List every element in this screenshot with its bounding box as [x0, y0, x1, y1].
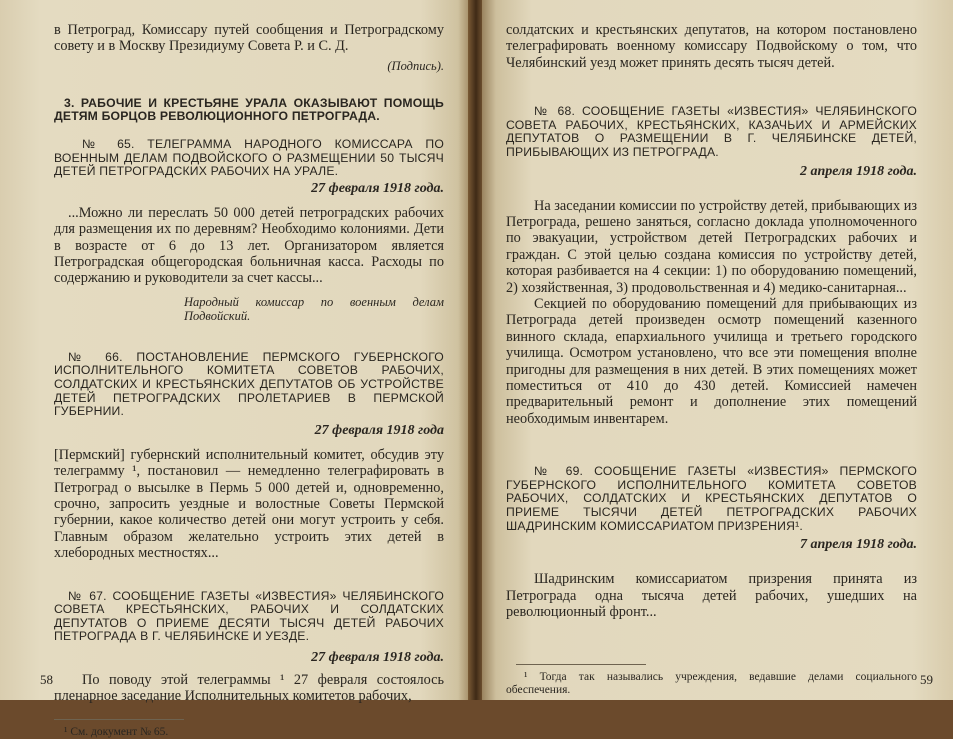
footnote: ¹ Тогда так назывались учреждения, ведавшие делами социального обеспечения. — [506, 671, 917, 697]
doc66-date: 27 февраля 1918 года — [314, 422, 444, 438]
doc69-date: 7 апреля 1918 года. — [800, 537, 917, 553]
page-number: 59 — [920, 672, 933, 687]
doc67-body: По поводу этой телеграммы ¹ 27 февраля состоялось пленарное заседание Исполнительных комитетов рабочих, — [54, 672, 444, 705]
page-number: 58 — [40, 672, 53, 687]
doc65-body: ...Можно ли переслать 50 000 детей петроградских рабочих для размещения их по деревням? Необходимо колониями. Дети в возрасте от 6 до 13 лет. Организатором является Петроградская общегородская больничная касса. Расходы по содержанию и руководители за счет кассы... — [54, 204, 444, 287]
doc68-body-1: На заседании комиссии по устройству детей, прибывающих из Петрограда, решено заняться, согласно доклада уполномоченного по эвакуации, устройством детей Петроградских рабочих и граждан. С этой целью создана комиссия по устройству детей, которая разбивается на 4 секции: 1) по оборудованию помещений, 2) хозяйственная, 3) продовольственная и 4) медико-санитарная... — [506, 197, 917, 296]
footnote: ¹ См. документ № 65. — [64, 725, 169, 738]
doc66-heading: № 66. ПОСТАНОВЛЕНИЕ ПЕРМСКОГО ГУБЕРНСКОГО ИСПОЛНИТЕЛЬНОГО КОМИТЕТА СОВЕТОВ РАБОЧИХ, СОЛДАТСКИХ И КРЕСТЬЯНСКИХ ДЕПУТАТОВ ОБ УСТРОЙСТВЕ ДЕТЕЙ ПЕТРОГРАДСКИХ ПРОЛЕТАРИЕВ В ПЕРМСКОЙ ГУБЕРНИИ. — [54, 349, 444, 419]
doc66-body: [Пермский] губернский исполнительный комитет, обсудив эту телеграмму ¹, постановил — немедленно телеграфировать в Петроград о высылке в Пермь 5 000 детей и, одновременно, срочно, запросить уездные и волостные Советы Пермской губернии, какое количество детей они могут устроить у себя. Главным образом желательно устроить этих детей в хлебородных местностях... — [54, 446, 444, 562]
doc65-signature: Народный комиссар по военным делам Подвойский. — [184, 294, 444, 323]
footnote-rule — [516, 664, 646, 665]
continued-text: солдатских и крестьянских депутатов, на котором постановлено телеграфировать военному комиссару Подвойскому о том, что Челябинский уезд может принять десять тысяч детей. — [506, 22, 917, 71]
continued-text: в Петроград, Комиссару путей сообщения и Петроградскому совету и в Москву Президиуму Совета Р. и С. Д. — [54, 22, 444, 55]
doc67-date: 27 февраля 1918 года. — [311, 650, 444, 665]
footnote-rule — [54, 719, 184, 720]
section-heading: 3. РАБОЧИЕ И КРЕСТЬЯНЕ УРАЛА ОКАЗЫВАЮТ ПОМОЩЬ ДЕТЯМ БОРЦОВ РЕВОЛЮЦИОННОГО ПЕТРОГРАДА. — [54, 95, 444, 124]
doc69-body: Шадринским комиссариатом призрения принята из Петрограда одна тысяча детей рабочих, ушедших на революционный фронт... — [506, 571, 917, 621]
doc68-date: 2 апреля 1918 года. — [800, 163, 917, 179]
signature: (Подпись). — [387, 58, 444, 73]
doc68-body-2: Секцией по оборудованию помещений для прибывающих из Петрограда детей произведен осмотр помещений казенного винного склада, епархиального училища и третьего городского училища. Осмотром установлено, что все эти помещения вполне пригодны для размещения в них детей. В этих помещениях может поместиться от 410 до 430 детей. Комиссией намечен предварительный ремонт и дополнение этих помещений необходимым инвентарем. — [506, 296, 917, 427]
doc68-heading: № 68. СООБЩЕНИЕ ГАЗЕТЫ «ИЗВЕСТИЯ» ЧЕЛЯБИНСКОГО СОВЕТА РАБОЧИХ, КРЕСТЬЯНСКИХ, КАЗАЧЬИХ И АРМЕЙСКИХ ДЕПУТАТОВ О РАЗМЕЩЕНИИ В Г. ЧЕЛЯБИНСКЕ ДЕТЕЙ, ПРИБЫВАЮЩИХ ИЗ ПЕТРОГРАДА. — [506, 104, 917, 159]
left-page — [0, 0, 470, 738]
doc65-heading: № 65. ТЕЛЕГРАММА НАРОДНОГО КОМИССАРА ПО ВОЕННЫМ ДЕЛАМ ПОДВОЙСКОГО О РАЗМЕЩЕНИИ 50 ТЫСЯЧ ДЕТЕЙ ПЕТРОГРАДСКИХ РАБОЧИХ НА УРАЛЕ. — [54, 137, 444, 179]
doc69-heading: № 69. СООБЩЕНИЕ ГАЗЕТЫ «ИЗВЕСТИЯ» ПЕРМСКОГО ГУБЕРНСКОГО ИСПОЛНИТЕЛЬНОГО КОМИТЕТА СОВЕТОВ РАБОЧИХ, СОЛДАТСКИХ И КРЕСТЬЯНСКИХ ДЕПУТАТОВ О ПРИЕМЕ ТЫСЯЧИ ДЕТЕЙ ПЕТРОГРАДСКИХ РАБОЧИХ ШАДРИНСКИМ КОМИССАРИАТОМ ПРИЗРЕНИЯ¹. — [506, 464, 917, 533]
right-page — [482, 0, 953, 700]
doc65-date: 27 февраля 1918 года. — [311, 180, 444, 196]
doc67-heading: № 67. СООБЩЕНИЕ ГАЗЕТЫ «ИЗВЕСТИЯ» ЧЕЛЯБИНСКОГО СОВЕТА КРЕСТЬЯНСКИХ, РАБОЧИХ И СОЛДАТСКИХ ДЕПУТАТОВ О ПРИЕМЕ ДЕСЯТИ ТЫСЯЧ ДЕТЕЙ РАБОЧИХ ПЕТРОГРАДА В Г. ЧЕЛЯБИНСКЕ И УЕЗДЕ. — [54, 588, 444, 644]
